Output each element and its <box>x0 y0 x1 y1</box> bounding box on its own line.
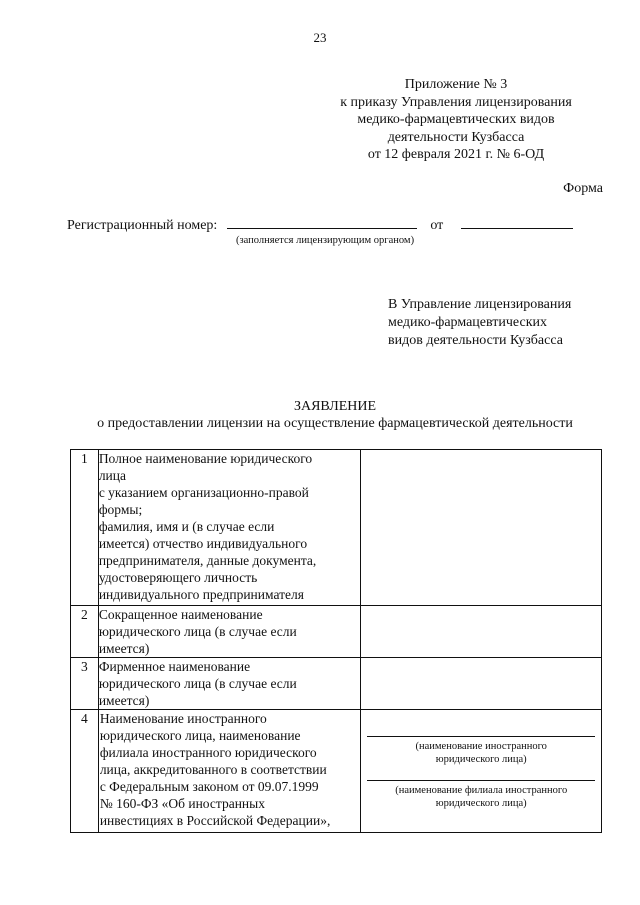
description-line: удостоверяющего личность <box>98 570 258 585</box>
application-table <box>70 449 602 833</box>
appendix-line: медико-фармацевтических видов <box>357 112 555 127</box>
description-line: юридического лица (в случае если <box>98 624 297 639</box>
appendix-line: Приложение № 3 <box>404 77 508 92</box>
branch-input[interactable] <box>361 766 601 780</box>
addressee-line: видов деятельности Кузбасса <box>388 333 563 348</box>
description-line: № 160-ФЗ «Об иностранных <box>99 796 265 811</box>
table-row <box>71 710 602 833</box>
value-field-full-name[interactable] <box>361 450 602 606</box>
value-field-trade-name[interactable] <box>361 658 602 710</box>
description-line: имеется) <box>98 693 150 708</box>
hint-line: (наименование филиала иностранного <box>395 785 568 796</box>
row-description <box>98 606 361 658</box>
description-line: Сокращенное наименование <box>98 607 263 622</box>
branch-line <box>367 780 595 781</box>
registration-hint: (заполняется лицензирующим органом) <box>236 235 415 246</box>
description-line: с указанием организационно-правой <box>98 485 309 500</box>
description-line: юридического лица (в случае если <box>98 676 297 691</box>
value-field-short-name[interactable] <box>361 606 602 658</box>
description-line: инвестициях в Российской Федерации», <box>99 813 331 828</box>
registration-number-field[interactable] <box>227 215 417 229</box>
document-subtitle: о предоставлении лицензии на осуществление фармацевтической деятельности <box>97 416 573 431</box>
row-number: 3 <box>71 658 99 710</box>
appendix-line: к приказу Управления лицензирования <box>340 94 572 110</box>
registration-number-label: Регистрационный номер: <box>67 218 218 233</box>
description-line: юридического лица, наименование <box>99 728 301 743</box>
addressee-line: медико-фармацевтических <box>388 315 547 330</box>
row-description <box>98 450 361 606</box>
value-field-foreign-entity <box>361 710 602 833</box>
appendix-header <box>306 76 606 164</box>
row-description <box>98 710 361 833</box>
row-description <box>98 658 361 710</box>
page-number: 23 <box>313 30 327 45</box>
foreign-entity-hint <box>361 740 601 766</box>
description-line: предпринимателя, данные документа, <box>98 553 317 568</box>
description-line: Наименование иностранного <box>99 711 267 726</box>
foreign-entity-input[interactable] <box>361 710 601 736</box>
document-title: ЗАЯВЛЕНИЕ <box>293 399 377 414</box>
form-label: Форма <box>563 181 603 196</box>
addressee-line: В Управление лицензирования <box>388 297 572 312</box>
branch-hint <box>361 784 601 810</box>
registration-date-field[interactable] <box>461 215 573 229</box>
hint-line: юридического лица) <box>435 754 527 765</box>
row-number: 1 <box>71 450 99 606</box>
row-number: 2 <box>71 606 99 658</box>
description-line: имеется) отчество индивидуального <box>98 536 308 551</box>
foreign-entity-line <box>367 736 595 737</box>
registration-row <box>67 215 573 234</box>
hint-line: юридического лица) <box>435 798 527 809</box>
description-line: формы; <box>98 502 143 517</box>
row-number: 4 <box>71 710 99 833</box>
description-line: Фирменное наименование <box>98 659 251 674</box>
description-line: Полное наименование юридического <box>98 451 313 466</box>
appendix-line: от 12 февраля 2021 г. № 6-ОД <box>367 147 545 162</box>
description-line: индивидуального предпринимателя <box>98 587 304 602</box>
description-line: фамилия, имя и (в случае если <box>98 519 275 534</box>
addressee-block <box>388 296 571 350</box>
table-row <box>71 450 602 606</box>
hint-line: (наименование иностранного <box>415 741 547 752</box>
registration-date-label: от <box>430 218 444 233</box>
table-row <box>71 606 602 658</box>
description-line: с Федеральным законом от 09.07.1999 <box>99 779 319 794</box>
description-line: филиала иностранного юридического <box>99 745 317 760</box>
description-line: лица <box>98 468 126 483</box>
table-row <box>71 658 602 710</box>
description-line: лица, аккредитованного в соответствии <box>99 762 327 777</box>
description-line: имеется) <box>98 641 150 656</box>
appendix-line: деятельности Кузбасса <box>387 129 525 145</box>
